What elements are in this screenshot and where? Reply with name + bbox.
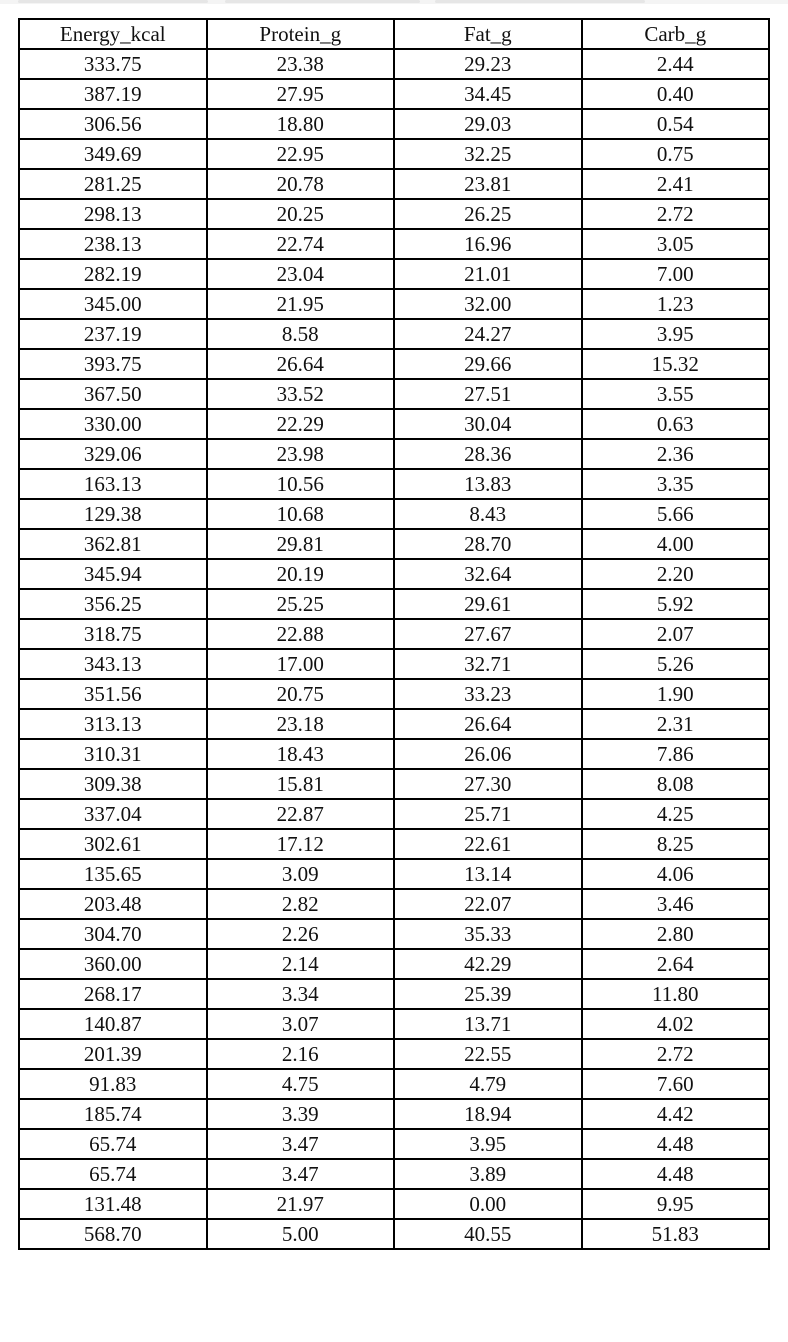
table-cell: 185.74 xyxy=(19,1099,207,1129)
table-cell: 7.86 xyxy=(582,739,770,769)
top-edge-segment xyxy=(435,0,645,3)
table-cell: 2.64 xyxy=(582,949,770,979)
table-cell: 298.13 xyxy=(19,199,207,229)
table-row xyxy=(19,409,769,439)
table-cell: 302.61 xyxy=(19,829,207,859)
table-cell: 28.36 xyxy=(394,439,582,469)
table-row xyxy=(19,499,769,529)
table-row xyxy=(19,529,769,559)
table-cell: 3.07 xyxy=(207,1009,395,1039)
table-row xyxy=(19,79,769,109)
header-row xyxy=(19,19,769,49)
table-cell: 3.89 xyxy=(394,1159,582,1189)
table-cell: 26.64 xyxy=(207,349,395,379)
table-cell: 337.04 xyxy=(19,799,207,829)
table-cell: 9.95 xyxy=(582,1189,770,1219)
table-cell: 201.39 xyxy=(19,1039,207,1069)
table-row xyxy=(19,649,769,679)
table-cell: 16.96 xyxy=(394,229,582,259)
table-row xyxy=(19,1159,769,1189)
table-cell: 203.48 xyxy=(19,889,207,919)
table-cell: 356.25 xyxy=(19,589,207,619)
table-cell: 1.23 xyxy=(582,289,770,319)
table-row xyxy=(19,139,769,169)
table-row xyxy=(19,1069,769,1099)
table-cell: 3.55 xyxy=(582,379,770,409)
table-row xyxy=(19,109,769,139)
table-cell: 4.75 xyxy=(207,1069,395,1099)
table-row xyxy=(19,559,769,589)
table-row xyxy=(19,319,769,349)
table-cell: 10.56 xyxy=(207,469,395,499)
table-cell: 3.39 xyxy=(207,1099,395,1129)
table-cell: 21.95 xyxy=(207,289,395,319)
table-cell: 4.00 xyxy=(582,529,770,559)
table-cell: 32.64 xyxy=(394,559,582,589)
table-row xyxy=(19,469,769,499)
table-cell: 4.02 xyxy=(582,1009,770,1039)
table-cell: 22.29 xyxy=(207,409,395,439)
table-cell: 8.43 xyxy=(394,499,582,529)
table-cell: 568.70 xyxy=(19,1219,207,1249)
table-cell: 2.82 xyxy=(207,889,395,919)
table-cell: 29.61 xyxy=(394,589,582,619)
table-row xyxy=(19,1039,769,1069)
table-cell: 18.80 xyxy=(207,109,395,139)
table-cell: 23.04 xyxy=(207,259,395,289)
table-row xyxy=(19,259,769,289)
table-cell: 367.50 xyxy=(19,379,207,409)
table-row xyxy=(19,1009,769,1039)
table-cell: 0.54 xyxy=(582,109,770,139)
table-cell: 129.38 xyxy=(19,499,207,529)
table-row xyxy=(19,169,769,199)
table-cell: 329.06 xyxy=(19,439,207,469)
table-cell: 27.95 xyxy=(207,79,395,109)
table-row xyxy=(19,769,769,799)
table-cell: 3.34 xyxy=(207,979,395,1009)
table-cell: 13.71 xyxy=(394,1009,582,1039)
table-cell: 281.25 xyxy=(19,169,207,199)
table-cell: 51.83 xyxy=(582,1219,770,1249)
table-cell: 330.00 xyxy=(19,409,207,439)
table-cell: 8.58 xyxy=(207,319,395,349)
table-cell: 32.71 xyxy=(394,649,582,679)
top-edge-segment xyxy=(18,0,208,3)
table-cell: 8.25 xyxy=(582,829,770,859)
table-row xyxy=(19,49,769,79)
table-cell: 18.43 xyxy=(207,739,395,769)
table-cell: 309.38 xyxy=(19,769,207,799)
table-cell: 91.83 xyxy=(19,1069,207,1099)
table-cell: 25.71 xyxy=(394,799,582,829)
table-row xyxy=(19,439,769,469)
table-cell: 5.26 xyxy=(582,649,770,679)
table-cell: 393.75 xyxy=(19,349,207,379)
table-cell: 135.65 xyxy=(19,859,207,889)
table-row xyxy=(19,889,769,919)
table-cell: 345.00 xyxy=(19,289,207,319)
table-cell: 40.55 xyxy=(394,1219,582,1249)
table-cell: 282.19 xyxy=(19,259,207,289)
table-cell: 23.81 xyxy=(394,169,582,199)
table-cell: 313.13 xyxy=(19,709,207,739)
table-cell: 2.07 xyxy=(582,619,770,649)
table-cell: 5.92 xyxy=(582,589,770,619)
table-cell: 333.75 xyxy=(19,49,207,79)
table-row xyxy=(19,919,769,949)
top-edge-segment xyxy=(225,0,420,3)
table-row xyxy=(19,229,769,259)
table-cell: 15.81 xyxy=(207,769,395,799)
table-cell: 29.23 xyxy=(394,49,582,79)
table-cell: 4.06 xyxy=(582,859,770,889)
table-cell: 34.45 xyxy=(394,79,582,109)
table-cell: 140.87 xyxy=(19,1009,207,1039)
table-cell: 22.95 xyxy=(207,139,395,169)
table-row xyxy=(19,589,769,619)
table-cell: 4.48 xyxy=(582,1129,770,1159)
table-cell: 27.30 xyxy=(394,769,582,799)
table-cell: 0.63 xyxy=(582,409,770,439)
table-cell: 2.14 xyxy=(207,949,395,979)
table-cell: 20.25 xyxy=(207,199,395,229)
table-cell: 131.48 xyxy=(19,1189,207,1219)
table-row xyxy=(19,799,769,829)
table-cell: 22.88 xyxy=(207,619,395,649)
table-row xyxy=(19,619,769,649)
column-header-energy-kcal: Energy_kcal xyxy=(19,19,207,49)
table-row xyxy=(19,979,769,1009)
table-cell: 15.32 xyxy=(582,349,770,379)
table-cell: 2.20 xyxy=(582,559,770,589)
table-row xyxy=(19,1099,769,1129)
table-cell: 5.66 xyxy=(582,499,770,529)
table-cell: 42.29 xyxy=(394,949,582,979)
table-cell: 7.60 xyxy=(582,1069,770,1099)
table-row xyxy=(19,709,769,739)
table-cell: 318.75 xyxy=(19,619,207,649)
table-cell: 351.56 xyxy=(19,679,207,709)
table-cell: 27.51 xyxy=(394,379,582,409)
table-cell: 25.25 xyxy=(207,589,395,619)
table-header xyxy=(19,19,769,49)
table-cell: 0.40 xyxy=(582,79,770,109)
table-row xyxy=(19,1129,769,1159)
table-row xyxy=(19,349,769,379)
table-cell: 30.04 xyxy=(394,409,582,439)
table-cell: 3.09 xyxy=(207,859,395,889)
column-header-protein-g: Protein_g xyxy=(207,19,395,49)
table-cell: 2.72 xyxy=(582,199,770,229)
table-cell: 32.25 xyxy=(394,139,582,169)
nutrition-table xyxy=(18,18,770,1250)
table-row xyxy=(19,679,769,709)
table-row xyxy=(19,949,769,979)
table-cell: 360.00 xyxy=(19,949,207,979)
table-cell: 2.44 xyxy=(582,49,770,79)
table-cell: 2.41 xyxy=(582,169,770,199)
table-cell: 2.36 xyxy=(582,439,770,469)
top-edge-strip xyxy=(0,0,788,4)
table-cell: 17.12 xyxy=(207,829,395,859)
table-cell: 238.13 xyxy=(19,229,207,259)
table-row xyxy=(19,199,769,229)
table-cell: 4.42 xyxy=(582,1099,770,1129)
column-header-carb-g: Carb_g xyxy=(582,19,770,49)
table-cell: 387.19 xyxy=(19,79,207,109)
table-cell: 26.64 xyxy=(394,709,582,739)
table-cell: 0.75 xyxy=(582,139,770,169)
table-cell: 27.67 xyxy=(394,619,582,649)
table-cell: 1.90 xyxy=(582,679,770,709)
table-cell: 22.74 xyxy=(207,229,395,259)
table-cell: 18.94 xyxy=(394,1099,582,1129)
table-cell: 13.83 xyxy=(394,469,582,499)
table-cell: 10.68 xyxy=(207,499,395,529)
table-cell: 304.70 xyxy=(19,919,207,949)
table-cell: 20.75 xyxy=(207,679,395,709)
table-cell: 2.16 xyxy=(207,1039,395,1069)
table-row xyxy=(19,859,769,889)
table-cell: 2.72 xyxy=(582,1039,770,1069)
table-cell: 22.07 xyxy=(394,889,582,919)
table-cell: 17.00 xyxy=(207,649,395,679)
table-cell: 29.66 xyxy=(394,349,582,379)
table-cell: 8.08 xyxy=(582,769,770,799)
table-cell: 22.55 xyxy=(394,1039,582,1069)
table-cell: 23.38 xyxy=(207,49,395,79)
table-cell: 3.47 xyxy=(207,1129,395,1159)
table-cell: 362.81 xyxy=(19,529,207,559)
table-row xyxy=(19,289,769,319)
table-cell: 11.80 xyxy=(582,979,770,1009)
table-cell: 21.01 xyxy=(394,259,582,289)
table-row xyxy=(19,1189,769,1219)
table-row xyxy=(19,1219,769,1249)
table-cell: 3.95 xyxy=(582,319,770,349)
table-cell: 3.47 xyxy=(207,1159,395,1189)
table-cell: 13.14 xyxy=(394,859,582,889)
table-cell: 20.19 xyxy=(207,559,395,589)
table-cell: 3.35 xyxy=(582,469,770,499)
table-cell: 29.81 xyxy=(207,529,395,559)
table-cell: 345.94 xyxy=(19,559,207,589)
table-cell: 25.39 xyxy=(394,979,582,1009)
table-cell: 306.56 xyxy=(19,109,207,139)
table-cell: 32.00 xyxy=(394,289,582,319)
table-cell: 26.25 xyxy=(394,199,582,229)
table-cell: 35.33 xyxy=(394,919,582,949)
table-row xyxy=(19,829,769,859)
table-cell: 24.27 xyxy=(394,319,582,349)
table-cell: 33.52 xyxy=(207,379,395,409)
table-cell: 65.74 xyxy=(19,1129,207,1159)
table-cell: 310.31 xyxy=(19,739,207,769)
table-cell: 163.13 xyxy=(19,469,207,499)
table-row xyxy=(19,739,769,769)
table-cell: 3.46 xyxy=(582,889,770,919)
table-cell: 23.98 xyxy=(207,439,395,469)
table-cell: 3.95 xyxy=(394,1129,582,1159)
table-cell: 268.17 xyxy=(19,979,207,1009)
table-cell: 7.00 xyxy=(582,259,770,289)
table-cell: 2.26 xyxy=(207,919,395,949)
table-cell: 5.00 xyxy=(207,1219,395,1249)
table-cell: 4.25 xyxy=(582,799,770,829)
table-cell: 0.00 xyxy=(394,1189,582,1219)
table-cell: 26.06 xyxy=(394,739,582,769)
table-cell: 21.97 xyxy=(207,1189,395,1219)
table-cell: 23.18 xyxy=(207,709,395,739)
table-cell: 28.70 xyxy=(394,529,582,559)
table-cell: 349.69 xyxy=(19,139,207,169)
table-cell: 2.31 xyxy=(582,709,770,739)
table-cell: 343.13 xyxy=(19,649,207,679)
table-cell: 4.79 xyxy=(394,1069,582,1099)
table-cell: 33.23 xyxy=(394,679,582,709)
table-cell: 4.48 xyxy=(582,1159,770,1189)
column-header-fat-g: Fat_g xyxy=(394,19,582,49)
table-cell: 22.61 xyxy=(394,829,582,859)
table-cell: 29.03 xyxy=(394,109,582,139)
table-cell: 237.19 xyxy=(19,319,207,349)
table-cell: 3.05 xyxy=(582,229,770,259)
table-cell: 20.78 xyxy=(207,169,395,199)
table-cell: 22.87 xyxy=(207,799,395,829)
table-row xyxy=(19,379,769,409)
table-cell: 2.80 xyxy=(582,919,770,949)
table-body xyxy=(19,49,769,1249)
table-cell: 65.74 xyxy=(19,1159,207,1189)
